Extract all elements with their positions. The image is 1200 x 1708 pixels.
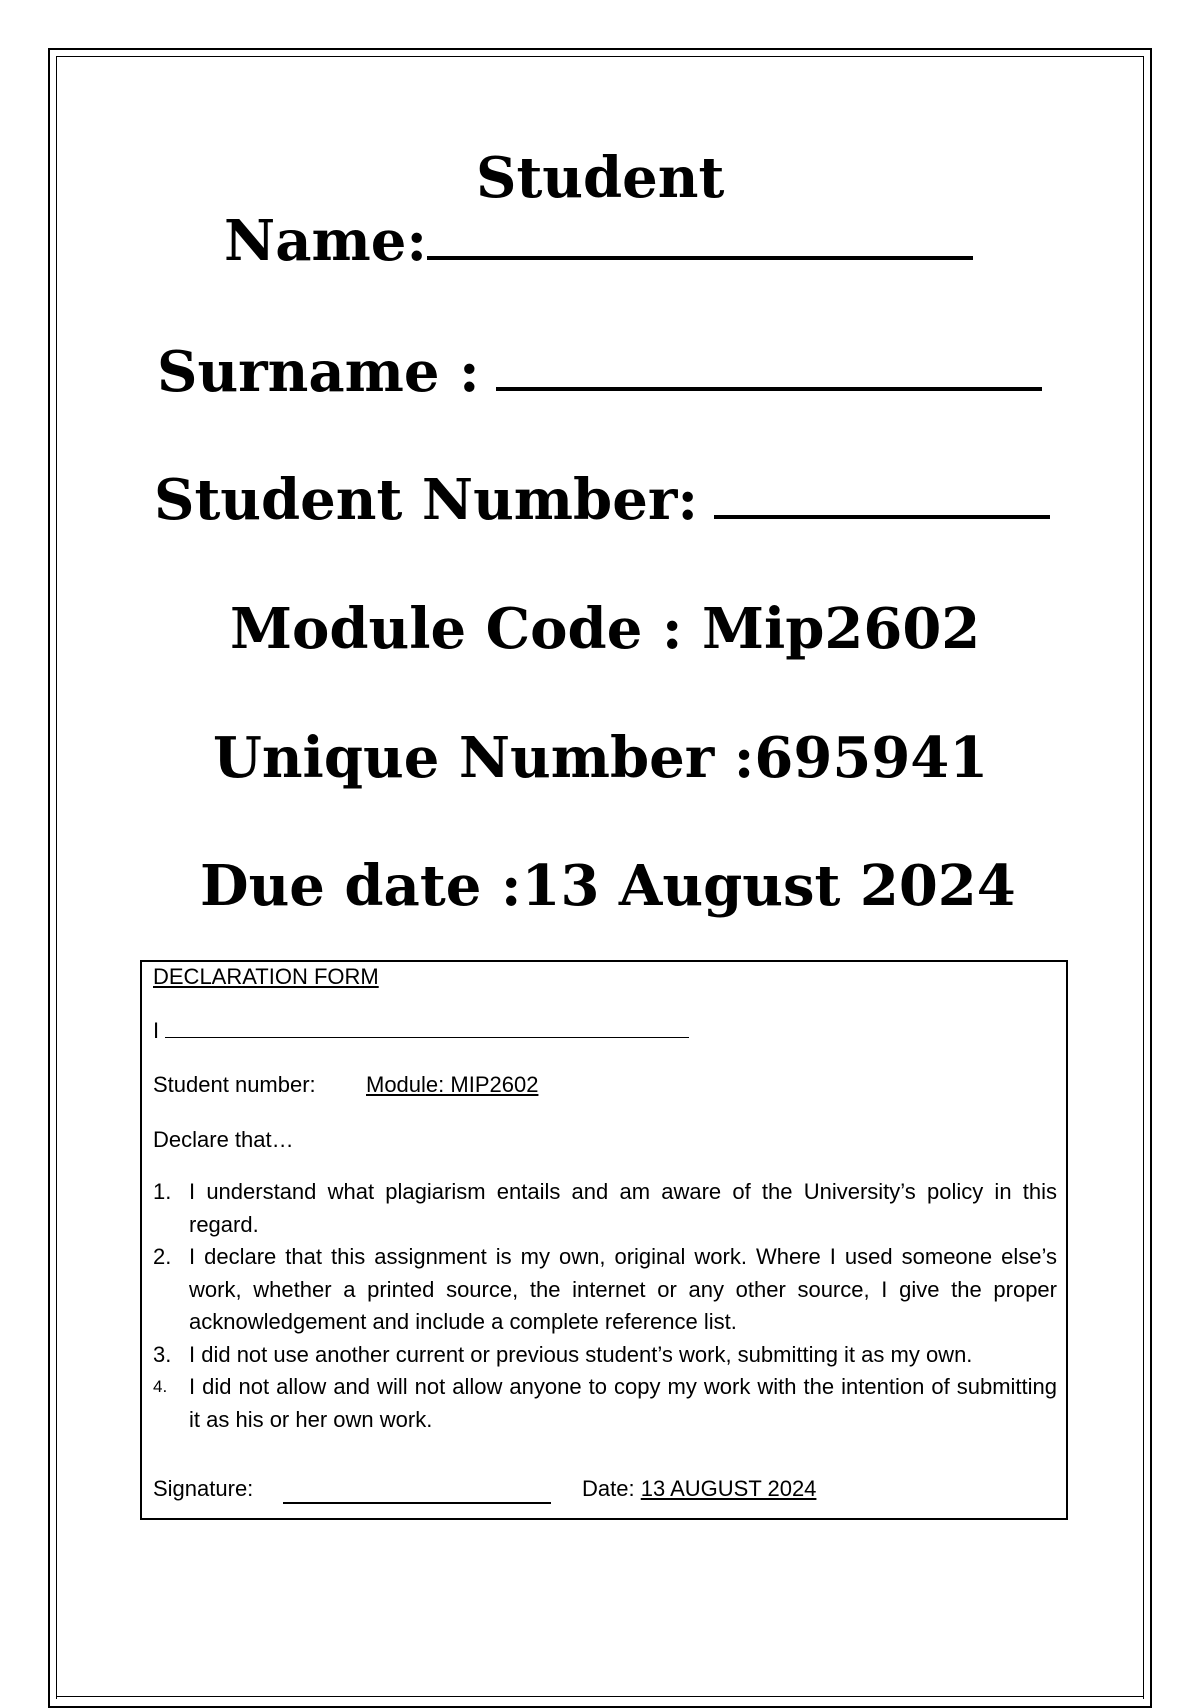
name-blank-line[interactable] bbox=[427, 256, 973, 260]
declaration-date-label: Date: bbox=[582, 1476, 635, 1501]
declaration-item bbox=[153, 1176, 1057, 1241]
declaration-form bbox=[140, 960, 1068, 1520]
declaration-item-text: I did not allow and will not allow anyone to copy my work with the intention of submitting it as his or her own work. bbox=[189, 1374, 1057, 1432]
name-label: Name: bbox=[224, 208, 428, 274]
module-code: Module Code : Mip2602 bbox=[230, 596, 981, 662]
declaration-item-number: 3. bbox=[153, 1341, 172, 1367]
student-heading: Student bbox=[476, 145, 725, 211]
declaration-i-label: I bbox=[153, 1018, 160, 1043]
surname-label: Surname : bbox=[157, 339, 480, 405]
signature-line[interactable] bbox=[283, 1502, 551, 1504]
due-date: Due date :13 August 2024 bbox=[200, 853, 1016, 919]
bottom-rule bbox=[56, 1696, 1144, 1697]
declaration-item bbox=[153, 1371, 1057, 1436]
declaration-item-number: 2. bbox=[153, 1244, 172, 1269]
declaration-item-number: 1. bbox=[153, 1179, 172, 1204]
declaration-item bbox=[153, 1241, 1057, 1339]
declaration-student-number-label: Student number: bbox=[153, 1072, 316, 1097]
declaration-module: Module: MIP2602 bbox=[366, 1072, 539, 1097]
declaration-list bbox=[153, 1176, 1057, 1436]
declaration-item-text: I understand what plagiarism entails and am aware of the University’s policy in this regard. bbox=[189, 1179, 1057, 1237]
declaration-title: DECLARATION FORM bbox=[153, 964, 379, 989]
name-field-row bbox=[224, 208, 973, 274]
unique-number: Unique Number :695941 bbox=[213, 725, 989, 791]
signature-label: Signature: bbox=[153, 1476, 254, 1501]
student-number-blank-line[interactable] bbox=[714, 515, 1050, 519]
declaration-name-line[interactable] bbox=[165, 1037, 689, 1038]
declaration-date-value: 13 AUGUST 2024 bbox=[640, 1476, 817, 1501]
declaration-declare-that: Declare that… bbox=[153, 1127, 294, 1152]
declaration-i-row bbox=[153, 1018, 689, 1044]
declaration-item-text: I did not use another current or previous student’s work, submitting it as my own. bbox=[189, 1341, 973, 1367]
declaration-item bbox=[153, 1339, 1057, 1372]
declaration-item-text: I declare that this assignment is my own, original work. Where I used someone else’s work, whether a printed source, the internet or any other source, I give the proper acknowledgement and include a complete reference list. bbox=[189, 1244, 1057, 1334]
student-number-label: Student Number: bbox=[154, 467, 699, 533]
surname-blank-line[interactable] bbox=[496, 387, 1042, 391]
declaration-date bbox=[582, 1476, 816, 1502]
student-number-field-row bbox=[154, 467, 1050, 533]
surname-field-row bbox=[157, 339, 1042, 405]
declaration-item-number: 4. bbox=[153, 1377, 168, 1396]
